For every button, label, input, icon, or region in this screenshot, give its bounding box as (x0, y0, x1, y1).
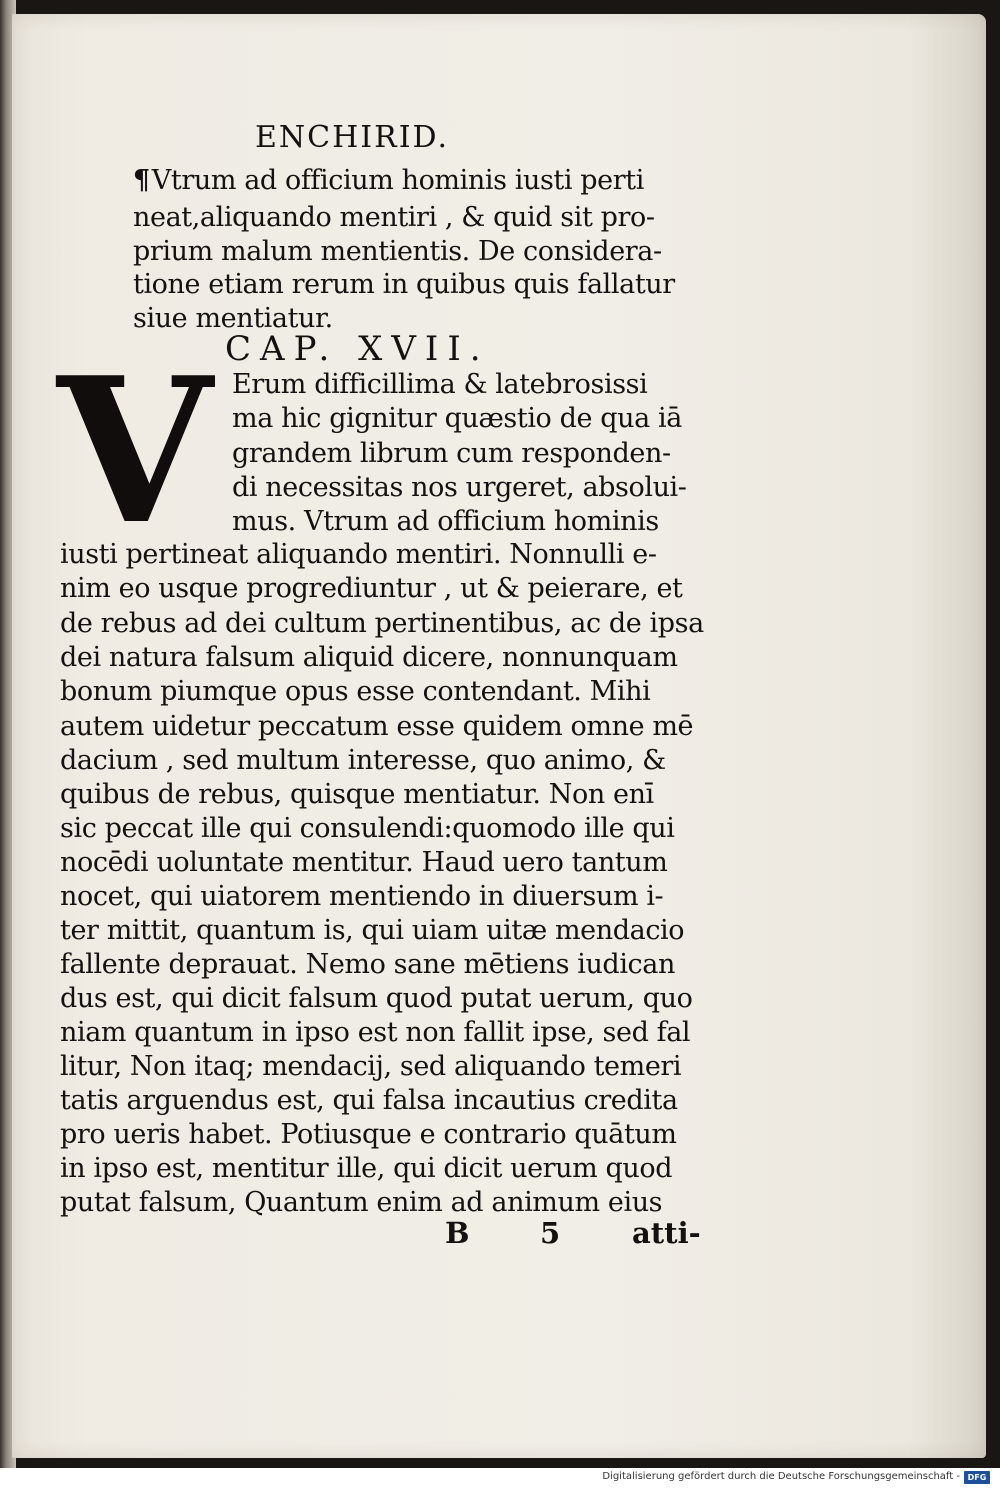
body-line-initial-4: di necessitas nos urgeret, absolui- (232, 472, 687, 503)
summary-line-5: siue mentiatur. (133, 303, 333, 334)
body-line: quibus de rebus, quisque mentiatur. Non enī (60, 779, 654, 810)
body-line: tatis arguendus est, qui falsa incautius credita (60, 1085, 678, 1116)
catchword: atti- (632, 1216, 701, 1250)
summary-line-1 (133, 167, 644, 194)
body-line-initial-1: Erum difficillima & latebrosissi (232, 369, 648, 400)
summary-line-text: Vtrum ad officium hominis iusti perti (151, 165, 644, 196)
body-line: fallente deprauat. Nemo sane mētiens iudican (60, 949, 675, 980)
body-line: nim eo usque progrediuntur , ut & peierare, et (60, 573, 683, 604)
running-head: ENCHIRID. (255, 120, 450, 155)
body-line: litur, Non itaq; mendacij, sed aliquando temeri (60, 1051, 682, 1082)
body-line: putat falsum, Quantum enim ad animum eius (60, 1187, 663, 1218)
signature-mark: B (445, 1216, 470, 1250)
body-line: de rebus ad dei cultum pertinentibus, ac de ipsa (60, 608, 704, 639)
body-line: pro ueris habet. Potiusque e contrario quātum (60, 1119, 677, 1150)
pilcrow-mark: ¶ (133, 165, 150, 196)
body-line: nocet, qui uiatorem mentiendo in diuersum i- (60, 881, 664, 912)
body-line-initial-5: mus. Vtrum ad officium hominis (232, 506, 659, 537)
body-line-initial-3: grandem librum cum responden- (232, 438, 671, 469)
body-line: dacium , sed multum interesse, quo animo, & (60, 745, 666, 776)
body-line: nocēdi uoluntate mentitur. Haud uero tantum (60, 847, 668, 878)
leaf-number: 5 (540, 1216, 561, 1250)
body-line-initial-2: ma hic gignitur quæstio de qua iā (232, 403, 682, 434)
body-line: bonum piumque opus esse contendant. Mihi (60, 676, 651, 707)
footer-bar (0, 1468, 1000, 1488)
body-line: sic peccat ille qui consulendi:quomodo ille qui (60, 813, 675, 844)
body-line: in ipso est, mentitur ille, qui dicit uerum quod (60, 1153, 673, 1184)
body-line: dei natura falsum aliquid dicere, nonnunquam (60, 642, 678, 673)
summary-line-2: neat,aliquando mentiri , & quid sit pro- (133, 202, 655, 233)
drop-cap-initial: V (57, 334, 213, 569)
summary-line-4: tione etiam rerum in quibus quis fallatur (133, 269, 675, 300)
footer-credit: Digitalisierung gefördert durch die Deutsche Forschungsgemeinschaft - (602, 1471, 960, 1482)
body-line: dus est, qui dicit falsum quod putat uerum, quo (60, 983, 693, 1014)
body-line: autem uidetur peccatum esse quidem omne mē (60, 711, 694, 742)
body-line: niam quantum in ipso est non fallit ipse, sed fal (60, 1017, 691, 1048)
body-line: iusti pertineat aliquando mentiri. Nonnulli e- (60, 539, 657, 570)
chapter-heading: CAP. XVII. (225, 329, 490, 369)
body-line: ter mittit, quantum is, qui uiam uitæ mendacio (60, 915, 685, 946)
dfg-logo: DFG (964, 1471, 990, 1484)
summary-line-3: prium malum mentientis. De considera- (133, 236, 662, 267)
